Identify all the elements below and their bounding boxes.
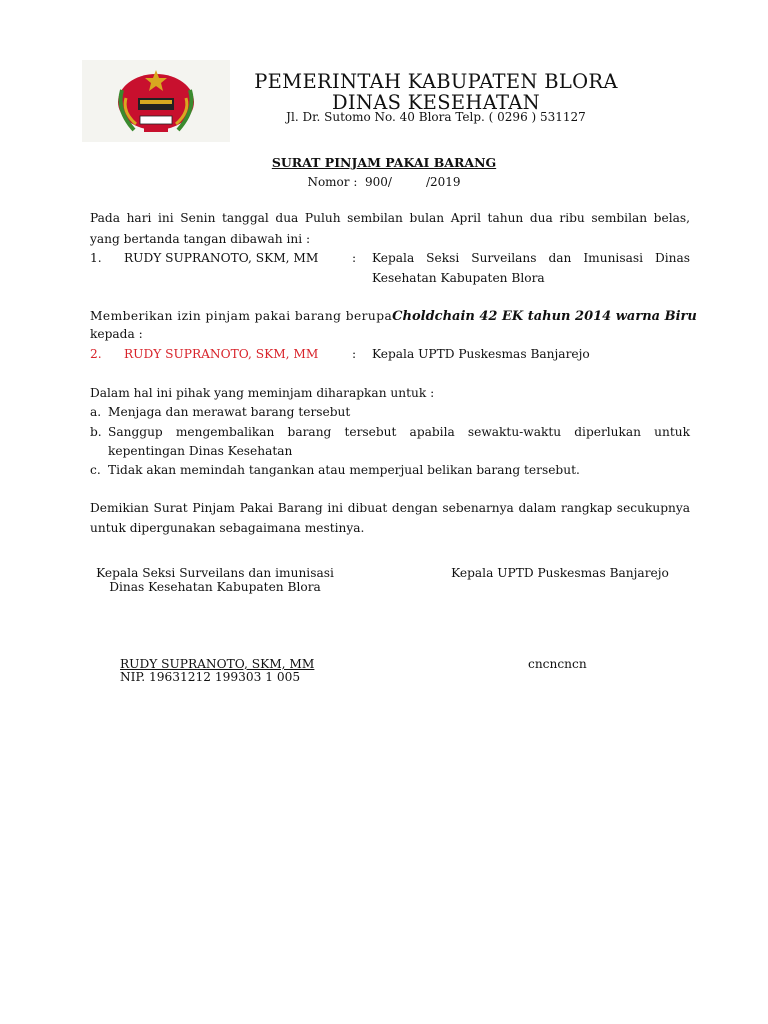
obligation-c-letter: c. <box>90 463 101 477</box>
obligation-b-2: kepentingan Dinas Kesehatan <box>108 444 293 458</box>
obligation-c: Tidak akan memindah tangankan atau memperjual belikan barang tersebut. <box>108 463 580 477</box>
party2-number: 2. <box>90 347 102 361</box>
grant-text: Memberikan izin pinjam pakai barang berupa <box>90 309 393 323</box>
closing-line-1: Demikian Surat Pinjam Pakai Barang ini dibuat dengan sebenarnya dalam rangkap secukupnya <box>90 501 690 515</box>
party1-role-2: Kesehatan Kabupaten Blora <box>372 271 545 285</box>
sign-left-name: RUDY SUPRANOTO, SKM, MM <box>120 657 315 671</box>
intro-line-1: Pada hari ini Senin tanggal dua Puluh sembilan bulan April tahun dua ribu sembilan belas, <box>90 211 690 225</box>
sign-right-name: cncncncn <box>528 657 587 671</box>
intro-line-2: yang bertanda tangan dibawah ini : <box>90 232 311 246</box>
obligations-intro: Dalam hal ini pihak yang meminjam diharapkan untuk : <box>90 386 435 400</box>
header-department: DINAS KESEHATAN <box>331 91 541 114</box>
party1-number: 1. <box>90 251 102 265</box>
obligation-b-1: Sanggup mengembalikan barang tersebut apabila sewaktu-waktu diperlukan untuk <box>108 425 690 439</box>
header-government: PEMERINTAH KABUPATEN BLORA <box>254 70 618 93</box>
kabupaten-blora-emblem <box>82 60 230 142</box>
closing-line-2: untuk dipergunakan sebagaimana mestinya. <box>90 521 365 535</box>
sign-right-title: Kepala UPTD Puskesmas Banjarejo <box>451 566 669 580</box>
party2-name: RUDY SUPRANOTO, SKM, MM <box>124 347 319 361</box>
party2-colon: : <box>352 347 357 361</box>
party1-colon: : <box>352 251 357 265</box>
obligation-a-letter: a. <box>90 405 102 419</box>
grant-item: Choldchain 42 EK tahun 2014 warna Biru <box>392 309 697 324</box>
sign-left-title-2: Dinas Kesehatan Kabupaten Blora <box>109 580 321 594</box>
sign-left-title-1: Kepala Seksi Surveilans dan imunisasi <box>96 566 334 580</box>
party1-name: RUDY SUPRANOTO, SKM, MM <box>124 251 319 265</box>
header-address: Jl. Dr. Sutomo No. 40 Blora Telp. ( 0296 ) 531127 <box>286 110 586 124</box>
party1-role-1: Kepala Seksi Surveilans dan Imunisasi Dinas <box>372 251 690 265</box>
letter-number: Nomor : 900/ /2019 <box>307 175 461 189</box>
grant-to: kepada : <box>90 327 143 341</box>
sign-left-nip: NIP. 19631212 199303 1 005 <box>120 670 301 684</box>
party2-role: Kepala UPTD Puskesmas Banjarejo <box>372 347 590 361</box>
obligation-a: Menjaga dan merawat barang tersebut <box>108 405 351 419</box>
letter-title: SURAT PINJAM PAKAI BARANG <box>271 155 497 170</box>
grant-line <box>90 309 697 324</box>
obligation-b-letter: b. <box>90 425 102 439</box>
